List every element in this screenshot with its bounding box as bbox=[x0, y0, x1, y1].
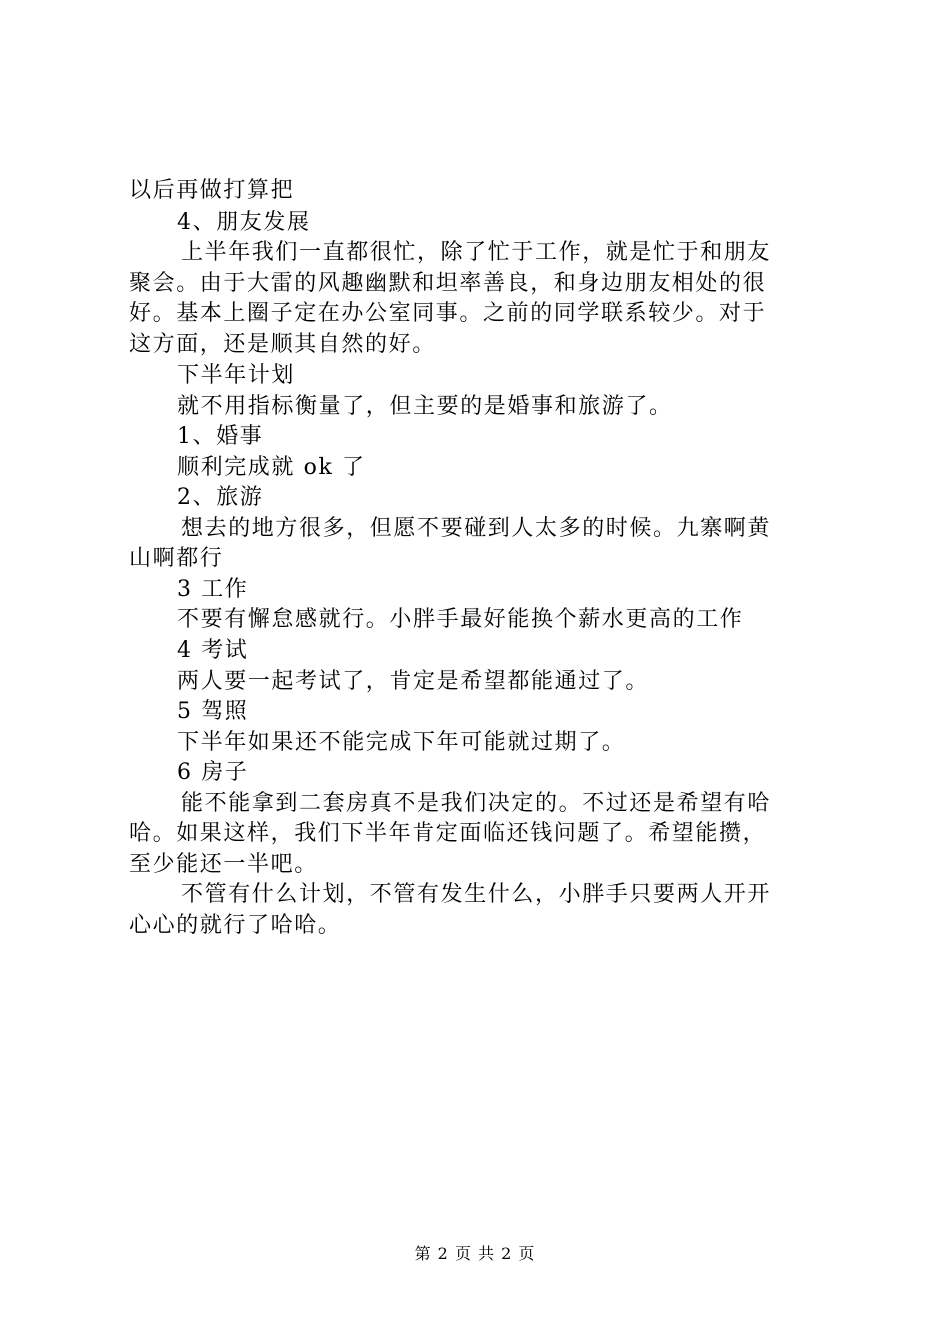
body-line: 山啊都行 bbox=[129, 546, 224, 571]
section-heading: 1、婚事 bbox=[177, 424, 264, 449]
body-line: 聚会。由于大雷的风趣幽默和坦率善良，和身边朋友相处的很 bbox=[129, 271, 767, 296]
page-number-footer: 第 2 页 共 2 页 bbox=[414, 1244, 536, 1263]
body-line: 就不用指标衡量了，但主要的是婚事和旅游了。 bbox=[177, 394, 673, 419]
section-heading: 2、旅游 bbox=[177, 485, 264, 510]
body-line: 哈。如果这样，我们下半年肯定面临还钱问题了。希望能攒， bbox=[129, 821, 767, 846]
body-line: 想去的地方很多，但愿不要碰到人太多的时候。九寨啊黄 bbox=[181, 516, 772, 541]
section-heading: 4 考试 bbox=[177, 638, 249, 663]
body-line: 心心的就行了哈哈。 bbox=[129, 913, 342, 938]
body-line: 不要有懈怠感就行。小胖手最好能换个薪水更高的工作 bbox=[177, 607, 744, 632]
section-heading: 下半年计划 bbox=[177, 363, 296, 388]
body-line: 顺利完成就 ok 了 bbox=[177, 455, 366, 480]
body-line: 以后再做打算把 bbox=[129, 178, 295, 203]
body-line: 上半年我们一直都很忙，除了忙于工作，就是忙于和朋友 bbox=[181, 240, 772, 265]
body-line: 能不能拿到二套房真不是我们决定的。不过还是希望有哈 bbox=[181, 791, 772, 816]
body-line: 这方面，还是顺其自然的好。 bbox=[129, 332, 436, 357]
body-line: 不管有什么计划，不管有发生什么，小胖手只要两人开开 bbox=[181, 882, 772, 907]
body-line: 两人要一起考试了，肯定是希望都能通过了。 bbox=[177, 669, 650, 694]
body-line: 下半年如果还不能完成下年可能就过期了。 bbox=[177, 730, 626, 755]
body-line: 好。基本上圈子定在办公室同事。之前的同学联系较少。对于 bbox=[129, 301, 767, 326]
section-heading: 6 房子 bbox=[177, 760, 249, 785]
body-line: 至少能还一半吧。 bbox=[129, 852, 318, 877]
section-heading: 5 驾照 bbox=[177, 699, 249, 724]
section-heading: 3 工作 bbox=[177, 577, 249, 602]
section-heading: 4、朋友发展 bbox=[177, 210, 311, 235]
